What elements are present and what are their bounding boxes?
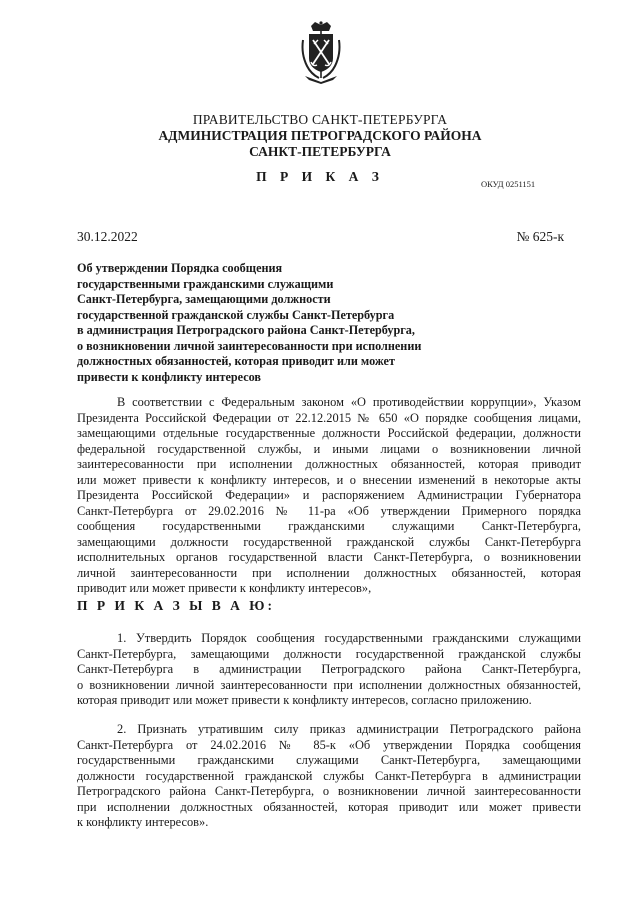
order-date: 30.12.2022 bbox=[77, 229, 138, 244]
item-2-line: Петроградского района Санкт-Петербурга, о возникновении личной заинтересованности bbox=[77, 784, 581, 798]
title-line: должностных обязанностей, которая приводит или может bbox=[77, 354, 395, 368]
preamble-line: исполнительных органов государственной власти Санкт-Петербурга, о возникновении bbox=[77, 550, 581, 564]
preamble-line: Санкт-Петербурга от 29.02.2016 № 11-ра «Об утверждении Примерного порядка bbox=[77, 503, 581, 518]
title-line: государственными гражданскими служащими bbox=[77, 276, 334, 291]
title-line: Санкт-Петербурга, замещающими должности bbox=[77, 292, 331, 306]
preamble-line: приводит или может привести к конфликту интересов», bbox=[77, 581, 372, 595]
title-line: о возникновении личной заинтересованности при исполнении bbox=[77, 338, 422, 353]
preamble-line: заинтересованности при исполнении должностных обязанностей, которая приводит bbox=[77, 457, 581, 471]
preamble-line: личной заинтересованности при исполнении должностных обязанностей, которая bbox=[77, 565, 581, 580]
preamble-line: замещающими отдельные государственные должности Российской федерации, должности bbox=[77, 426, 581, 440]
preamble-line: Президента Российской Федерации» и распоряжением Администрации Губернатора bbox=[77, 488, 581, 502]
item-1-line: которая приводит или может привести к конфликту интересов, согласно приложению. bbox=[77, 693, 532, 707]
item-1-line: 1. Утвердить Порядок сообщения государственными гражданскими служащими bbox=[117, 631, 581, 645]
preamble-line: или может привести к конфликту интересов, и о внесении изменений в некоторые акты bbox=[77, 472, 581, 487]
preamble-line: В соответствии с Федеральным законом «О противодействии коррупции», Указом bbox=[117, 395, 581, 409]
coat-of-arms-emblem bbox=[299, 20, 343, 84]
preamble-line: Президента Российской Федерации от 22.12.2015 № 650 «О порядке сообщения лицами, bbox=[77, 410, 581, 425]
order-directive-heading: П Р И К А З Ы В А Ю: bbox=[77, 598, 275, 613]
title-line: привести к конфликту интересов bbox=[77, 369, 262, 384]
title-line: Об утверждении Порядка сообщения bbox=[77, 261, 283, 275]
item-2-line: государственными гражданскими служащими Санкт-Петербурга, замещающими bbox=[77, 753, 581, 767]
preamble-line: сообщения государственными гражданскими служащими Санкт-Петербурга, bbox=[77, 519, 581, 533]
item-2-line: Санкт-Петербурга от 24.02.2016 № 85-к «Об утверждении Порядка сообщения bbox=[77, 737, 581, 752]
city-line: САНКТ-ПЕТЕРБУРГА bbox=[249, 144, 391, 159]
administration-line: АДМИНИСТРАЦИЯ ПЕТРОГРАДСКОГО РАЙОНА bbox=[158, 128, 482, 143]
item-1-line: Санкт-Петербурга, замещающими должности государственной гражданской службы bbox=[77, 646, 581, 661]
item-2-line: при исполнении должностных обязанностей, которая приводит или может привести bbox=[77, 799, 581, 814]
preamble-line: замещающими должности государственной гражданской службы Санкт-Петербурга bbox=[77, 534, 581, 549]
order-heading: П Р И К А З bbox=[256, 169, 384, 184]
preamble-paragraph bbox=[77, 395, 581, 597]
government-line: ПРАВИТЕЛЬСТВО САНКТ-ПЕТЕРБУРГА bbox=[192, 112, 448, 127]
preamble-line: федеральной государственной службы, и иными лицами о возникновении личной bbox=[77, 441, 581, 456]
item-2-paragraph bbox=[77, 722, 581, 831]
title-line: государственной гражданской службы Санкт-Петербурга bbox=[77, 307, 395, 322]
item-1-line: Санкт-Петербурга в администрации Петроградского района Санкт-Петербурга, bbox=[77, 662, 581, 676]
item-2-line: к конфликту интересов». bbox=[77, 815, 209, 829]
okud-code: ОКУД 0251151 bbox=[481, 179, 536, 189]
title-line: в администрация Петроградского района Санкт-Петербурга, bbox=[77, 323, 415, 337]
item-2-line: 2. Признать утратившим силу приказ администрации Петроградского района bbox=[117, 722, 581, 736]
order-number: № 625-к bbox=[516, 229, 564, 244]
order-subject-title bbox=[77, 261, 497, 385]
item-2-line: должности государственной гражданской службы Санкт-Петербурга в администрации bbox=[77, 768, 581, 783]
item-1-line: о возникновении личной заинтересованности при исполнении должностных обязанностей, bbox=[77, 677, 581, 692]
item-1-paragraph bbox=[77, 631, 581, 709]
